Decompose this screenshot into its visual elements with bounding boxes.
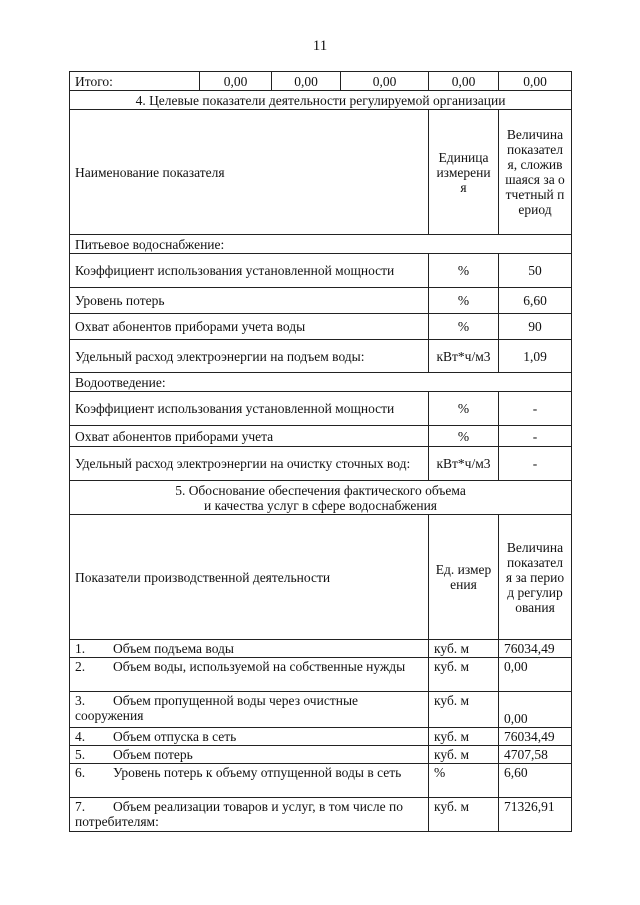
row-unit: куб. м	[429, 728, 499, 746]
indicator-value: -	[499, 392, 572, 426]
row-unit: куб. м	[429, 640, 499, 658]
itogo-value: 0,00	[429, 72, 499, 91]
section5-title-row	[70, 481, 572, 515]
row-number: 7.	[75, 799, 86, 814]
indicator-name: Коэффициент использования установленной мощности	[70, 392, 429, 426]
row-number: 4.	[75, 729, 86, 744]
row-name: Объем отпуска в сеть	[113, 729, 237, 744]
indicator-name: Охват абонентов приборами учета	[70, 426, 429, 447]
itogo-row	[70, 72, 572, 91]
indicator-unit: кВт*ч/м3	[429, 340, 499, 373]
itogo-value: 0,00	[499, 72, 572, 91]
row-name: Уровень потерь к объему отпущенной воды в сеть	[113, 765, 402, 780]
indicator-value: 90	[499, 314, 572, 340]
group-title-row	[70, 235, 572, 254]
indicator-unit: %	[429, 392, 499, 426]
itogo-table	[69, 71, 572, 91]
indicator-unit: %	[429, 288, 499, 314]
section5-title-line: 5. Обоснование обеспечения фактического объема	[175, 482, 466, 498]
indicators-table	[69, 90, 572, 832]
production-row	[70, 798, 572, 832]
group-title-row	[70, 373, 572, 392]
production-row	[70, 746, 572, 764]
section5-header-row	[70, 515, 572, 640]
section4-title-row	[70, 91, 572, 110]
indicator-value: 1,09	[499, 340, 572, 373]
row-unit: куб. м	[429, 658, 499, 692]
row-name: Объем воды, используемой на собственные нужды	[113, 659, 406, 674]
row-unit: куб. м	[429, 746, 499, 764]
itogo-value: 0,00	[200, 72, 272, 91]
indicator-name: Уровень потерь	[70, 288, 429, 314]
section4-header-row	[70, 110, 572, 235]
row-number: 2.	[75, 659, 86, 674]
row-value: 4707,58	[499, 746, 572, 764]
indicator-unit: %	[429, 254, 499, 288]
indicator-row	[70, 426, 572, 447]
indicator-name: Удельный расход электроэнергии на подъем воды:	[70, 340, 429, 373]
row-number: 6.	[75, 765, 86, 780]
indicator-row	[70, 288, 572, 314]
row-name: Объем пропущенной воды через очистные сооружения	[75, 693, 359, 723]
row-value: 0,00	[499, 692, 572, 728]
row-unit: куб. м	[429, 798, 499, 832]
row-name: Объем реализации товаров и услуг, в том числе по потребителям:	[75, 799, 403, 829]
row-number: 3.	[75, 693, 86, 708]
section5-header-name: Показатели производственной деятельности	[70, 515, 429, 640]
group-title: Водоотведение:	[70, 373, 572, 392]
document-table	[69, 71, 571, 832]
row-name: Объем подъема воды	[113, 641, 234, 656]
indicator-value: -	[499, 447, 572, 481]
indicator-row	[70, 392, 572, 426]
indicator-name: Коэффициент использования установленной мощности	[70, 254, 429, 288]
indicator-row	[70, 447, 572, 481]
production-row	[70, 658, 572, 692]
itogo-value: 0,00	[272, 72, 341, 91]
row-value: 71326,91	[499, 798, 572, 832]
section5-header-value: Величина показателя за период регулирования	[499, 515, 572, 640]
itogo-label: Итого:	[70, 72, 200, 91]
indicator-value: 6,60	[499, 288, 572, 314]
section4-header-value: Величина показателя, сложившаяся за отчетный период	[499, 110, 572, 235]
row-name: Объем потерь	[113, 747, 193, 762]
indicator-unit: %	[429, 314, 499, 340]
indicator-value: 50	[499, 254, 572, 288]
row-number: 1.	[75, 641, 86, 656]
row-value: 0,00	[499, 658, 572, 692]
production-row	[70, 640, 572, 658]
indicator-unit: %	[429, 426, 499, 447]
production-row	[70, 692, 572, 728]
indicator-row	[70, 254, 572, 288]
row-value: 76034,49	[499, 640, 572, 658]
production-row	[70, 764, 572, 798]
indicator-name: Охват абонентов приборами учета воды	[70, 314, 429, 340]
indicator-row	[70, 314, 572, 340]
section5-title	[70, 481, 572, 515]
indicator-row	[70, 340, 572, 373]
group-title: Питьевое водоснабжение:	[70, 235, 572, 254]
section5-title-line: и качества услуг в сфере водоснабжения	[203, 497, 438, 513]
section4-header-unit: Единица измерения	[429, 110, 499, 235]
itogo-value: 0,00	[341, 72, 429, 91]
row-unit: куб. м	[429, 692, 499, 728]
section5-header-unit: Ед. измерения	[429, 515, 499, 640]
section4-title: 4. Целевые показатели деятельности регулируемой организации	[70, 91, 572, 110]
indicator-value: -	[499, 426, 572, 447]
production-row	[70, 728, 572, 746]
section4-header-name: Наименование показателя	[70, 110, 429, 235]
row-value: 6,60	[499, 764, 572, 798]
indicator-name: Удельный расход электроэнергии на очистку сточных вод:	[70, 447, 429, 481]
indicator-unit: кВт*ч/м3	[429, 447, 499, 481]
row-number: 5.	[75, 747, 86, 762]
row-value: 76034,49	[499, 728, 572, 746]
row-unit: %	[429, 764, 499, 798]
page-number: 11	[312, 38, 328, 54]
